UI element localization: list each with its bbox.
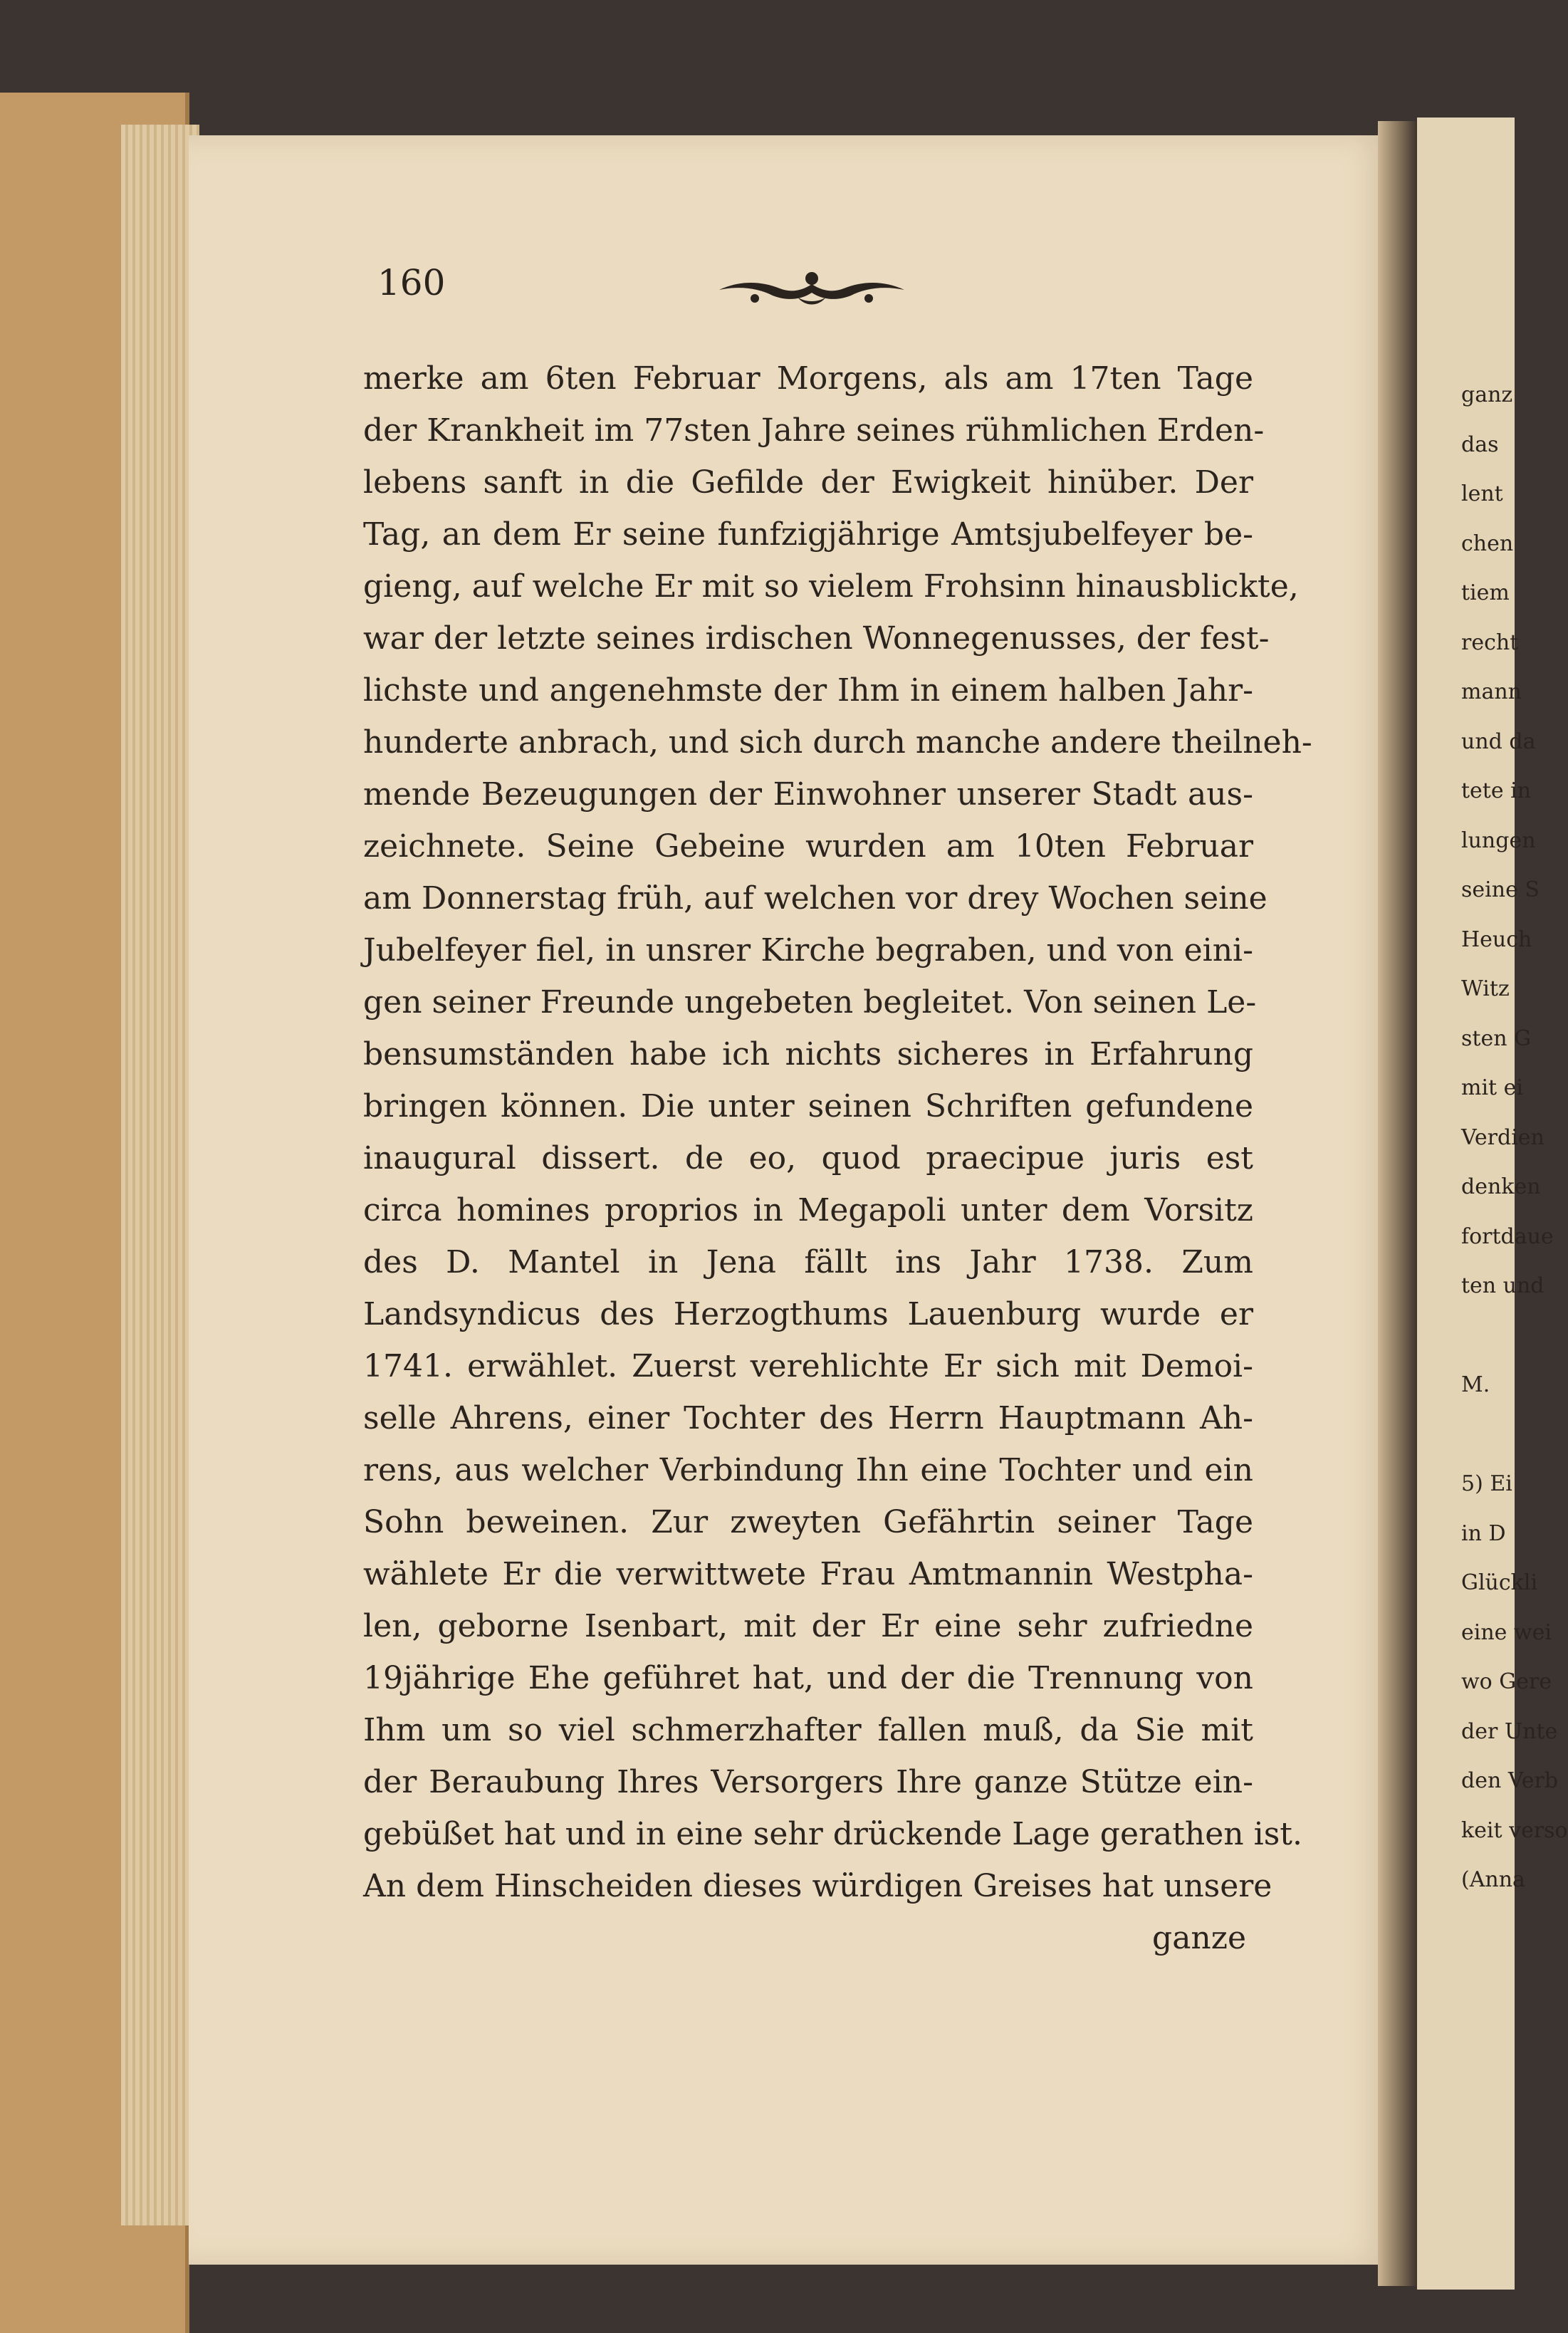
facing-line: ganz	[1461, 382, 1513, 407]
text-line: circa homines proprios in Megapoli unter dem Vorsitz	[363, 1192, 1253, 1228]
body-text	[363, 353, 1312, 1964]
text-line: Sohn beweinen. Zur zweyten Gefährtin seiner Tage	[363, 1504, 1253, 1540]
facing-line: tiem	[1461, 580, 1510, 605]
text-line: len, geborne Isenbart, mit der Er eine sehr zufriedne	[363, 1608, 1253, 1644]
facing-line: Heuch	[1461, 927, 1532, 952]
catchword: ganze	[1152, 1920, 1246, 1956]
facing-line: chen	[1461, 531, 1514, 556]
facing-line: der Unte	[1461, 1718, 1558, 1744]
ornament-vignette-icon	[712, 260, 911, 317]
facing-line: (Anna	[1461, 1867, 1525, 1892]
text-line: lichste und angenehmste der Ihm in einem halben Jahr-	[363, 672, 1253, 709]
facing-line: lungen	[1461, 828, 1536, 853]
text-line: 1741. erwählet. Zuerst verehlichte Er sich mit Demoi-	[363, 1348, 1253, 1384]
facing-line: ten und	[1461, 1273, 1545, 1298]
page-stack-edges	[121, 125, 199, 2225]
text-line: hunderte anbrach, und sich durch manche andere theilneh-	[363, 724, 1312, 761]
page-number: 160	[377, 262, 446, 303]
facing-line: mit ei	[1461, 1075, 1523, 1100]
facing-line: Witz	[1461, 976, 1510, 1001]
text-line: Landsyndicus des Herzogthums Lauenburg wurde er	[363, 1296, 1253, 1332]
facing-line: M.	[1461, 1372, 1490, 1397]
text-line: lebens sanft in die Gefilde der Ewigkeit hinüber. Der	[363, 464, 1253, 501]
facing-line: seine S	[1461, 877, 1540, 902]
facing-line: das	[1461, 432, 1499, 457]
facing-line: in D	[1461, 1520, 1506, 1546]
text-line: rens, aus welcher Verbindung Ihn eine Tochter und ein	[363, 1452, 1253, 1488]
text-line: am Donnerstag früh, auf welchen vor drey Wochen seine	[363, 880, 1268, 917]
text-line: gieng, auf welche Er mit so vielem Frohsinn hinausblickte,	[363, 568, 1299, 605]
text-line: Ihm um so viel schmerzhafter fallen muß, da Sie mit	[363, 1712, 1253, 1748]
text-line: gen seiner Freunde ungebeten begleitet. Von seinen Le-	[363, 984, 1257, 1021]
facing-line: denken	[1461, 1174, 1541, 1199]
text-line: bringen können. Die unter seinen Schriften gefundene	[363, 1088, 1253, 1124]
text-line: war der letzte seines irdischen Wonnegenusses, der fest-	[363, 620, 1270, 657]
facing-line: eine wei	[1461, 1619, 1552, 1645]
text-line: selle Ahrens, einer Tochter des Herrn Hauptmann Ah-	[363, 1400, 1253, 1436]
text-line: bensumständen habe ich nichts sicheres in Erfahrung	[363, 1036, 1253, 1072]
text-line: Tag, an dem Er seine funfzigjährige Amtsjubelfeyer be-	[363, 516, 1253, 553]
text-line: des D. Mantel in Jena fällt ins Jahr 1738. Zum	[363, 1244, 1253, 1280]
facing-page-text	[1461, 370, 1568, 1905]
text-line: zeichnete. Seine Gebeine wurden am 10ten Februar	[363, 828, 1253, 865]
facing-line: recht	[1461, 630, 1519, 655]
facing-line: den Verb	[1461, 1768, 1559, 1793]
text-line: mende Bezeugungen der Einwohner unserer Stadt aus-	[363, 776, 1253, 813]
text-line: Jubelfeyer fiel, in unsrer Kirche begraben, und von eini-	[363, 932, 1253, 969]
text-line: An dem Hinscheiden dieses würdigen Greises hat unsere	[363, 1868, 1272, 1904]
facing-line	[1461, 1311, 1515, 1361]
text-line: der Krankheit im 77sten Jahre seines rühmlichen Erden-	[363, 412, 1265, 449]
facing-line: lent	[1461, 481, 1503, 506]
facing-line: 5) Ei	[1461, 1471, 1512, 1496]
facing-line: Verdien	[1461, 1124, 1545, 1150]
facing-line	[1461, 1410, 1515, 1460]
text-line: gebüßet hat und in eine sehr drückende Lage gerathen ist.	[363, 1816, 1302, 1852]
facing-line: fortdaue	[1461, 1223, 1554, 1249]
facing-line: sten G	[1461, 1025, 1532, 1051]
facing-line: mann	[1461, 679, 1522, 704]
text-line: wählete Er die verwittwete Frau Amtmannin Westpha-	[363, 1556, 1253, 1592]
book-gutter	[1378, 121, 1421, 2286]
text-line: 19jährige Ehe geführet hat, und der die Trennung von	[363, 1660, 1253, 1696]
facing-line: Glückli	[1461, 1570, 1538, 1595]
facing-line: keit verso	[1461, 1817, 1568, 1843]
facing-line: wo Gere	[1461, 1669, 1552, 1694]
facing-line: und da	[1461, 729, 1536, 754]
facing-line: tete in	[1461, 778, 1532, 803]
text-line: der Beraubung Ihres Versorgers Ihre ganze Stütze ein-	[363, 1764, 1253, 1800]
text-line: merke am 6ten Februar Morgens, als am 17ten Tage	[363, 360, 1253, 397]
text-line: inaugural dissert. de eo, quod praecipue juris est	[363, 1140, 1253, 1176]
